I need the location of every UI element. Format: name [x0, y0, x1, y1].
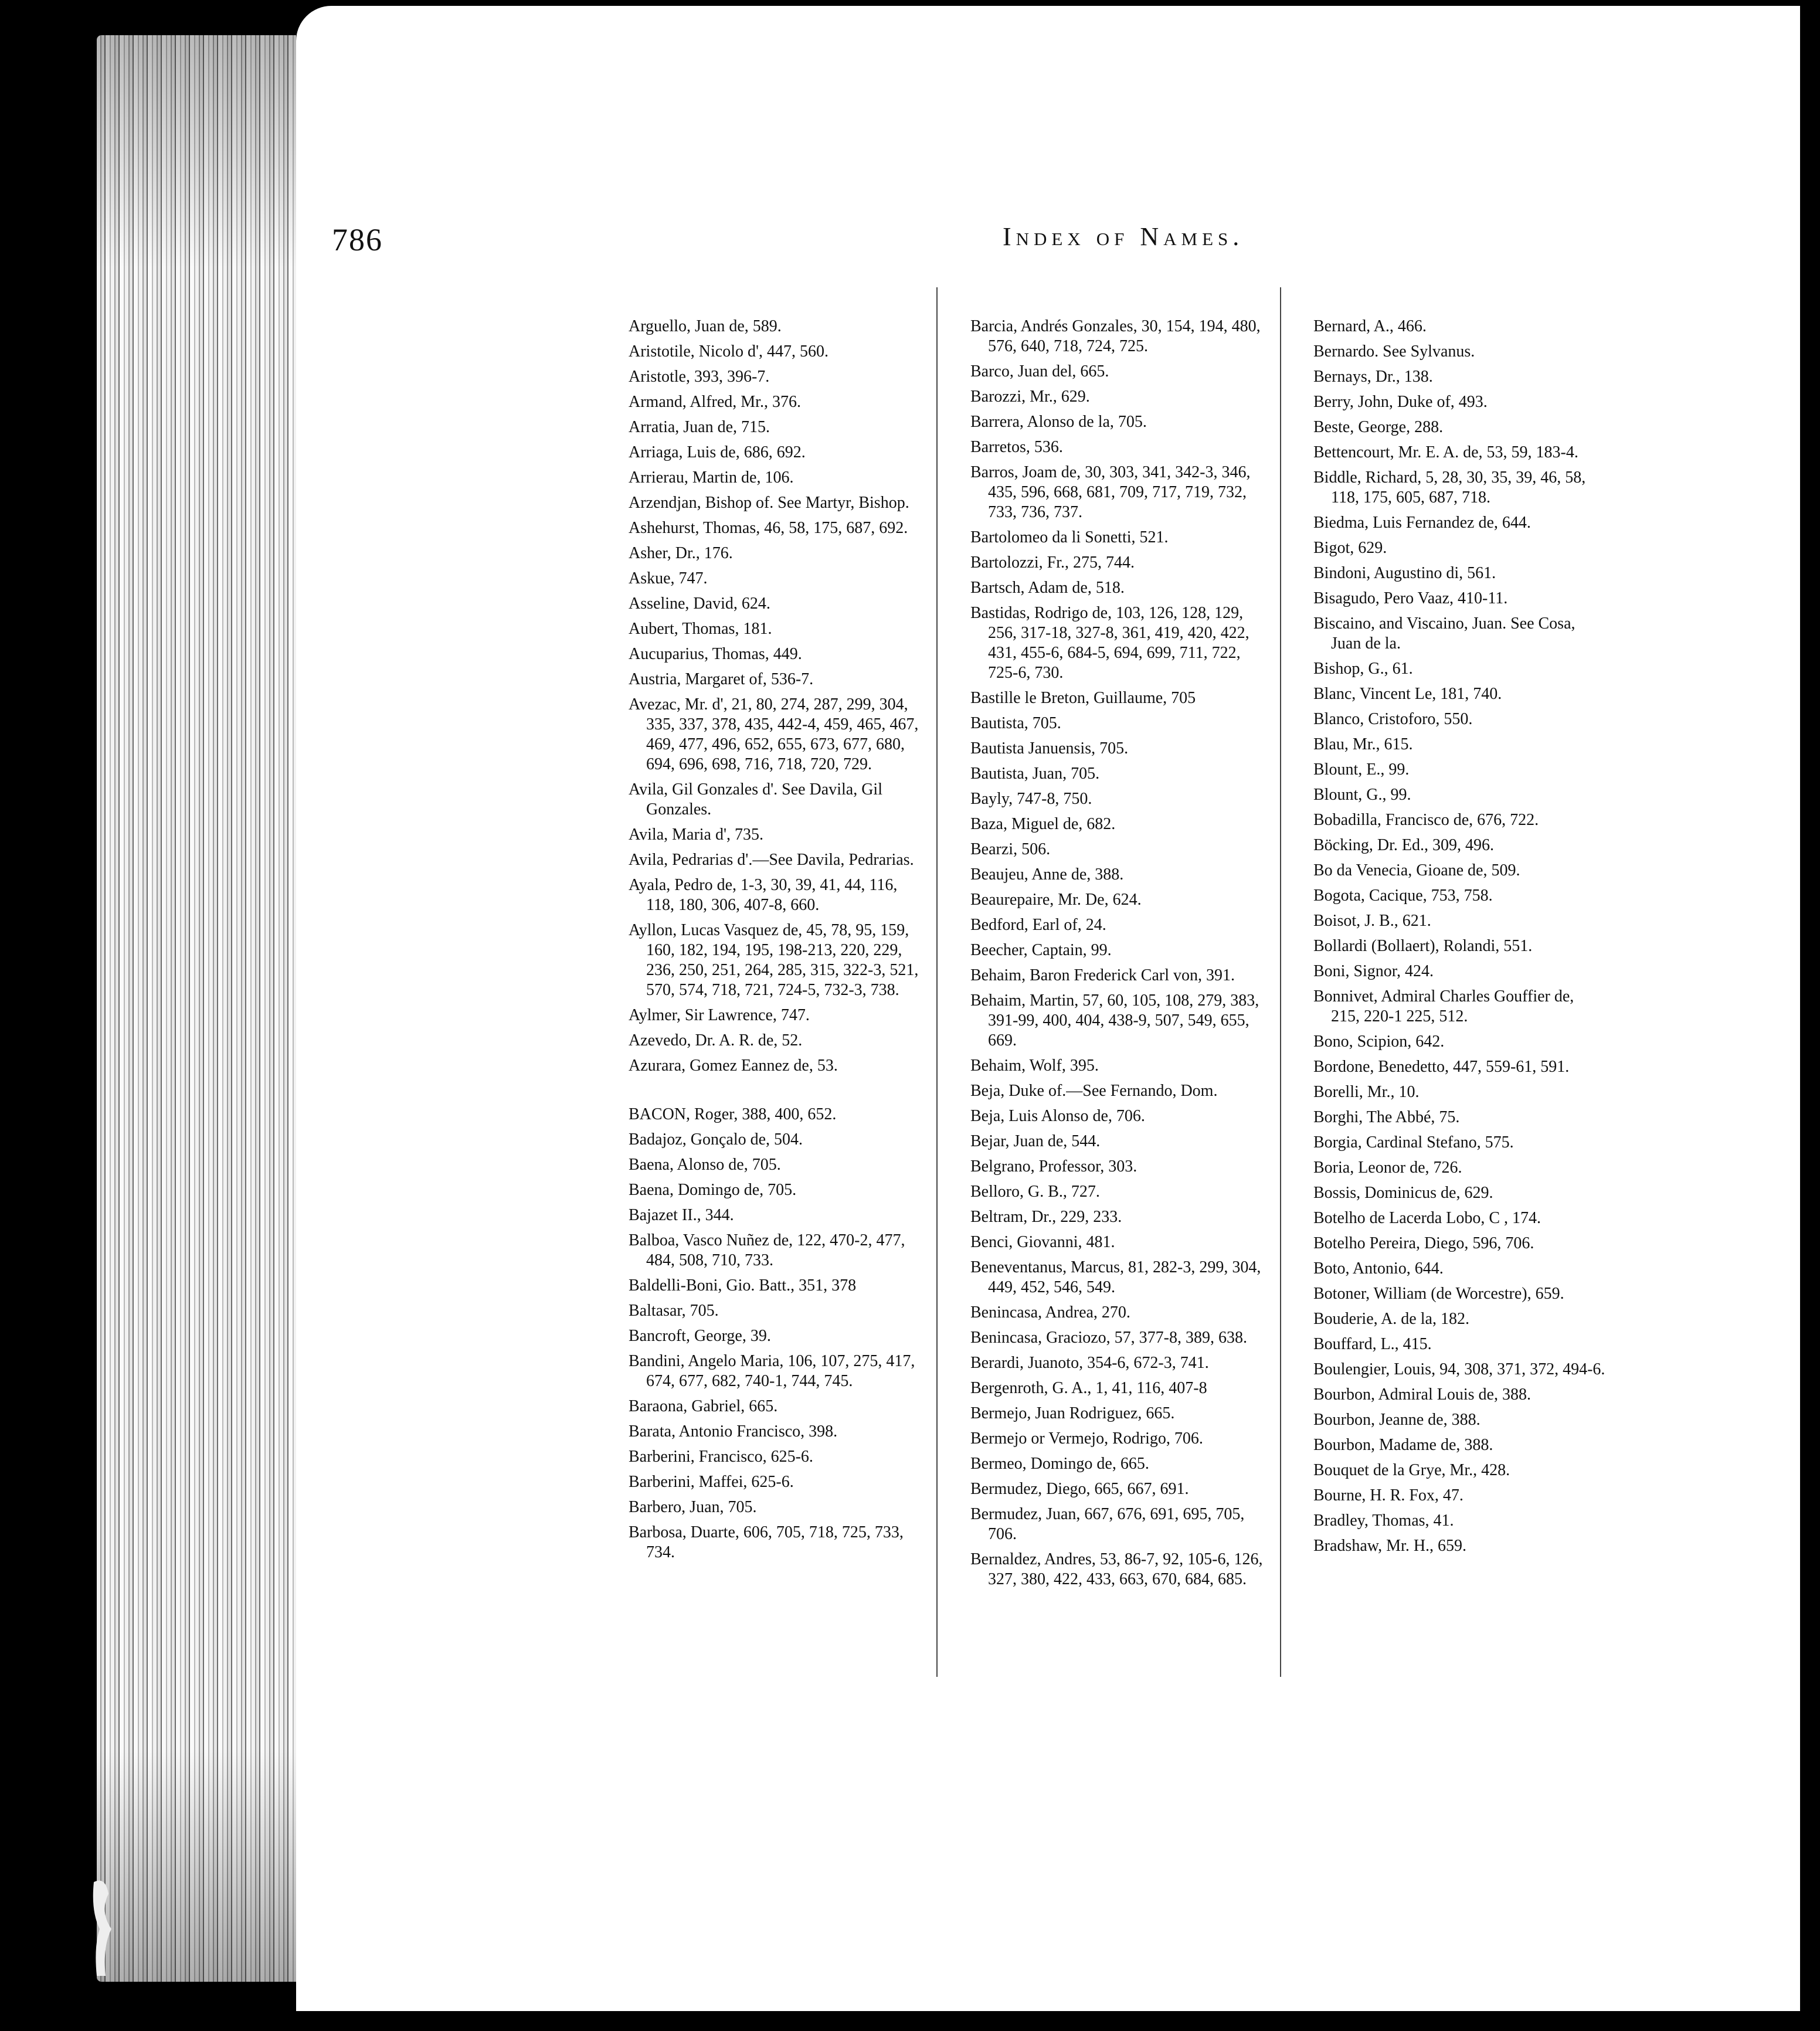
- index-entry: Blau, Mr., 615.: [1313, 735, 1413, 753]
- index-entry: Bindoni, Augustino di, 561.: [1313, 564, 1496, 582]
- index-entry: Böcking, Dr. Ed., 309, 496.: [1313, 836, 1494, 854]
- index-entry: Behaim, Martin, 57, 60, 105, 108, 279, 383, 391-99, 400, 404, 438-9, 507, 549, 655, 669.: [970, 991, 1259, 1050]
- index-entry: Beste, George, 288.: [1313, 418, 1444, 436]
- index-entry: Behaim, Baron Frederick Carl von, 391.: [970, 966, 1235, 984]
- index-entry: Berardi, Juanoto, 354-6, 672-3, 741.: [970, 1354, 1209, 1372]
- index-entry: Bautista Januensis, 705.: [970, 739, 1129, 758]
- index-entry: Beneventanus, Marcus, 81, 282-3, 299, 304, 449, 452, 546, 549.: [970, 1258, 1261, 1296]
- index-entry: Baraona, Gabriel, 665.: [629, 1397, 778, 1415]
- index-entry: Bermejo or Vermejo, Rodrigo, 706.: [970, 1429, 1203, 1448]
- index-entry: Baza, Miguel de, 682.: [970, 815, 1116, 833]
- index-entry: Bancroft, George, 39.: [629, 1327, 771, 1345]
- index-entry: Arguello, Juan de, 589.: [629, 317, 782, 335]
- index-entry: Bernardo. See Sylvanus.: [1313, 342, 1475, 361]
- index-entry: Bradley, Thomas, 41.: [1313, 1512, 1454, 1530]
- index-entry: Bernaldez, Andres, 53, 86-7, 92, 105-6, 126, 327, 380, 422, 433, 663, 670, 684, 685.: [970, 1550, 1263, 1588]
- index-entry: Borelli, Mr., 10.: [1313, 1083, 1420, 1101]
- index-entry: Bejar, Juan de, 544.: [970, 1132, 1101, 1150]
- index-entry: Baldelli-Boni, Gio. Batt., 351, 378: [629, 1276, 857, 1295]
- index-entry: Ayala, Pedro de, 1-3, 30, 39, 41, 44, 116, 118, 180, 306, 407-8, 660.: [629, 876, 898, 914]
- index-entry: Azurara, Gomez Eannez de, 53.: [629, 1057, 838, 1075]
- index-entry: Bartolozzi, Fr., 275, 744.: [970, 553, 1135, 572]
- index-entry: Boria, Leonor de, 726.: [1313, 1159, 1462, 1177]
- index-entry: Bastidas, Rodrigo de, 103, 126, 128, 129, 256, 317-18, 327-8, 361, 419, 420, 422, 431, 455-6, 684-5, 694, 699, 711, 722, 725-6, 730.: [970, 604, 1249, 682]
- index-entry: Aucuparius, Thomas, 449.: [629, 645, 802, 663]
- index-entry: Barbero, Juan, 705.: [629, 1498, 757, 1516]
- index-entry: Bartolomeo da li Sonetti, 521.: [970, 528, 1169, 546]
- index-entry: Baena, Domingo de, 705.: [629, 1181, 797, 1199]
- index-entry: Benincasa, Andrea, 270.: [970, 1303, 1130, 1322]
- index-entry: Blanco, Cristoforo, 550.: [1313, 710, 1473, 728]
- index-entry: BACON, Roger, 388, 400, 652.: [629, 1105, 837, 1123]
- column-rule-1: [936, 287, 938, 1677]
- index-entry: Bradshaw, Mr. H., 659.: [1313, 1537, 1467, 1555]
- index-entry: Biscaino, and Viscaino, Juan. See Cosa, Juan de la.: [1313, 614, 1575, 653]
- index-entry: Bernays, Dr., 138.: [1313, 368, 1433, 386]
- index-entry: Ashehurst, Thomas, 46, 58, 175, 687, 692.: [629, 519, 908, 537]
- book-edge-shading: [97, 35, 296, 1982]
- index-entry: Bermeo, Domingo de, 665.: [970, 1455, 1149, 1473]
- index-entry: Beja, Luis Alonso de, 706.: [970, 1107, 1145, 1125]
- index-entry: Barberini, Maffei, 625-6.: [629, 1473, 794, 1491]
- index-entry: Bermejo, Juan Rodriguez, 665.: [970, 1404, 1175, 1422]
- index-entry: Blount, G., 99.: [1313, 786, 1411, 804]
- index-entry: Asseline, David, 624.: [629, 595, 770, 613]
- index-entry: Bouquet de la Grye, Mr., 428.: [1313, 1461, 1510, 1479]
- index-entry: Baena, Alonso de, 705.: [629, 1156, 781, 1174]
- index-entry: Avila, Maria d', 735.: [629, 826, 764, 844]
- index-entry: Avila, Pedrarias d'.—See Davila, Pedrarias.: [629, 851, 914, 869]
- index-entry: Austria, Margaret of, 536-7.: [629, 670, 814, 688]
- index-entry: Beecher, Captain, 99.: [970, 941, 1112, 959]
- index-entry: Arratia, Juan de, 715.: [629, 418, 770, 436]
- index-entry: Bautista, Juan, 705.: [970, 765, 1100, 783]
- index-entry: Bo da Venecia, Gioane de, 509.: [1313, 861, 1520, 879]
- index-entry: Bouffard, L., 415.: [1313, 1335, 1432, 1353]
- index-entry: Bandini, Angelo Maria, 106, 107, 275, 417, 674, 677, 682, 740-1, 744, 745.: [629, 1352, 915, 1390]
- index-entry: Bordone, Benedetto, 447, 559-61, 591.: [1313, 1058, 1570, 1076]
- index-entry: Bishop, G., 61.: [1313, 660, 1413, 678]
- index-entry: Bourbon, Jeanne de, 388.: [1313, 1411, 1481, 1429]
- index-entry: Arzendjan, Bishop of. See Martyr, Bishop.: [629, 494, 909, 512]
- index-entry: Barbosa, Duarte, 606, 705, 718, 725, 733, 734.: [629, 1523, 904, 1561]
- index-entry: Botoner, William (de Worcestre), 659.: [1313, 1285, 1564, 1303]
- index-entry: Barberini, Francisco, 625-6.: [629, 1448, 813, 1466]
- index-entry: Baltasar, 705.: [629, 1302, 719, 1320]
- index-column-3: [1313, 317, 1607, 1561]
- index-entry: Blount, E., 99.: [1313, 760, 1410, 779]
- column-rule-2: [1280, 287, 1281, 1677]
- index-entry: Barcia, Andrés Gonzales, 30, 154, 194, 480, 576, 640, 718, 724, 725.: [970, 317, 1261, 355]
- index-entry: Aristotle, 393, 396-7.: [629, 368, 770, 386]
- index-entry: Borghi, The Abbé, 75.: [1313, 1108, 1460, 1126]
- index-entry: Benincasa, Graciozo, 57, 377-8, 389, 638.: [970, 1329, 1247, 1347]
- index-entry: Biedma, Luis Fernandez de, 644.: [1313, 514, 1531, 532]
- index-entry: Barrera, Alonso de la, 705.: [970, 413, 1147, 431]
- index-entry: Arrierau, Martin de, 106.: [629, 468, 794, 487]
- index-entry: Bourbon, Admiral Louis de, 388.: [1313, 1385, 1531, 1404]
- index-entry: Borgia, Cardinal Stefano, 575.: [1313, 1133, 1514, 1152]
- index-entry: Boulengier, Louis, 94, 308, 371, 372, 494-6.: [1313, 1360, 1605, 1378]
- index-column-2: [970, 317, 1264, 1595]
- index-entry: Bergenroth, G. A., 1, 41, 116, 407-8: [970, 1379, 1207, 1397]
- index-entry: Bobadilla, Francisco de, 676, 722.: [1313, 811, 1539, 829]
- index-entry: Belgrano, Professor, 303.: [970, 1157, 1138, 1176]
- index-entry: Bedford, Earl of, 24.: [970, 916, 1106, 934]
- index-entry: Bourbon, Madame de, 388.: [1313, 1436, 1493, 1454]
- index-entry: Barata, Antonio Francisco, 398.: [629, 1422, 838, 1441]
- index-entry: Badajoz, Gonçalo de, 504.: [629, 1130, 803, 1149]
- index-entry: Aylmer, Sir Lawrence, 747.: [629, 1006, 810, 1024]
- index-entry: Bartsch, Adam de, 518.: [970, 579, 1125, 597]
- index-entry: Boisot, J. B., 621.: [1313, 912, 1431, 930]
- index-entry: Bajazet II., 344.: [629, 1206, 734, 1224]
- index-entry: Armand, Alfred, Mr., 376.: [629, 393, 801, 411]
- index-entry: Bossis, Dominicus de, 629.: [1313, 1184, 1493, 1202]
- index-entry: Avezac, Mr. d', 21, 80, 274, 287, 299, 304, 335, 337, 378, 435, 442-4, 459, 465, 467, 469, 477, 496, 652, 655, 673, 677, 680, 694, 696, 698, 716, 718, 720, 729.: [629, 695, 919, 773]
- index-entry: Barros, Joam de, 30, 303, 341, 342-3, 346, 435, 596, 668, 681, 709, 717, 719, 732, 733, 736, 737.: [970, 463, 1251, 521]
- index-entry: Bermudez, Juan, 667, 676, 691, 695, 705, 706.: [970, 1505, 1245, 1543]
- index-entry: Beja, Duke of.—See Fernando, Dom.: [970, 1082, 1218, 1100]
- index-entry: Barozzi, Mr., 629.: [970, 388, 1090, 406]
- index-entry: Biddle, Richard, 5, 28, 30, 35, 39, 46, 58, 118, 175, 605, 687, 718.: [1313, 468, 1586, 507]
- index-entry: Bernard, A., 466.: [1313, 317, 1427, 335]
- index-entry: Blanc, Vincent Le, 181, 740.: [1313, 685, 1502, 703]
- index-entry: Benci, Giovanni, 481.: [970, 1233, 1115, 1251]
- index-entry: Bayly, 747-8, 750.: [970, 790, 1092, 808]
- index-entry: Bonnivet, Admiral Charles Gouffier de, 215, 220-1 225, 512.: [1313, 987, 1574, 1025]
- index-entry: Asher, Dr., 176.: [629, 544, 733, 562]
- index-entry: Bermudez, Diego, 665, 667, 691.: [970, 1480, 1189, 1498]
- index-entry: Barretos, 536.: [970, 438, 1063, 456]
- index-entry: Balboa, Vasco Nuñez de, 122, 470-2, 477, 484, 508, 710, 733.: [629, 1231, 905, 1269]
- index-entry: Bigot, 629.: [1313, 539, 1387, 557]
- index-entry: Bourne, H. R. Fox, 47.: [1313, 1486, 1464, 1504]
- index-entry: Bastille le Breton, Guillaume, 705: [970, 689, 1196, 707]
- index-entry: Aubert, Thomas, 181.: [629, 620, 772, 638]
- index-entry: Askue, 747.: [629, 569, 708, 587]
- index-entry: Bollardi (Bollaert), Rolandi, 551.: [1313, 937, 1533, 955]
- index-entry: Belloro, G. B., 727.: [970, 1183, 1100, 1201]
- index-entry: Botelho de Lacerda Lobo, C , 174.: [1313, 1209, 1541, 1227]
- index-entry: Arriaga, Luis de, 686, 692.: [629, 443, 806, 461]
- index-entry: Boto, Antonio, 644.: [1313, 1259, 1444, 1278]
- index-entry: Botelho Pereira, Diego, 596, 706.: [1313, 1234, 1534, 1252]
- index-entry: Bearzi, 506.: [970, 840, 1051, 858]
- index-column-1: [629, 317, 919, 1568]
- index-entry: Avila, Gil Gonzales d'. See Davila, Gil Gonzales.: [629, 780, 882, 818]
- index-entry: Aristotile, Nicolo d', 447, 560.: [629, 342, 829, 361]
- index-entry: Azevedo, Dr. A. R. de, 52.: [629, 1031, 803, 1050]
- binding-tear-mark: [82, 1876, 123, 1982]
- index-entry: Beaujeu, Anne de, 388.: [970, 865, 1124, 884]
- index-section-gap: [629, 1081, 919, 1105]
- index-entry: Bogota, Cacique, 753, 758.: [1313, 887, 1493, 905]
- index-entry: Bisagudo, Pero Vaaz, 410-11.: [1313, 589, 1508, 607]
- index-entry: Boni, Signor, 424.: [1313, 962, 1434, 980]
- index-entry: Ayllon, Lucas Vasquez de, 45, 78, 95, 159, 160, 182, 194, 195, 198-213, 220, 229, 236, 250, 251, 264, 285, 315, 322-3, 521, 570, 574, 718, 721, 724-5, 732-3, 738.: [629, 921, 919, 999]
- index-entry: Behaim, Wolf, 395.: [970, 1057, 1099, 1075]
- page-number: 786: [332, 222, 383, 257]
- index-entry: Beltram, Dr., 229, 233.: [970, 1208, 1122, 1226]
- index-entry: Barco, Juan del, 665.: [970, 362, 1109, 381]
- index-entry: Bouderie, A. de la, 182.: [1313, 1310, 1469, 1328]
- page-header: [0, 222, 1820, 263]
- index-entry: Bautista, 705.: [970, 714, 1061, 732]
- index-entry: Berry, John, Duke of, 493.: [1313, 393, 1488, 411]
- index-entry: Bono, Scipion, 642.: [1313, 1033, 1445, 1051]
- index-entry: Beaurepaire, Mr. De, 624.: [970, 891, 1142, 909]
- running-title: Index of Names.: [1003, 222, 1244, 251]
- index-entry: Bettencourt, Mr. E. A. de, 53, 59, 183-4.: [1313, 443, 1578, 461]
